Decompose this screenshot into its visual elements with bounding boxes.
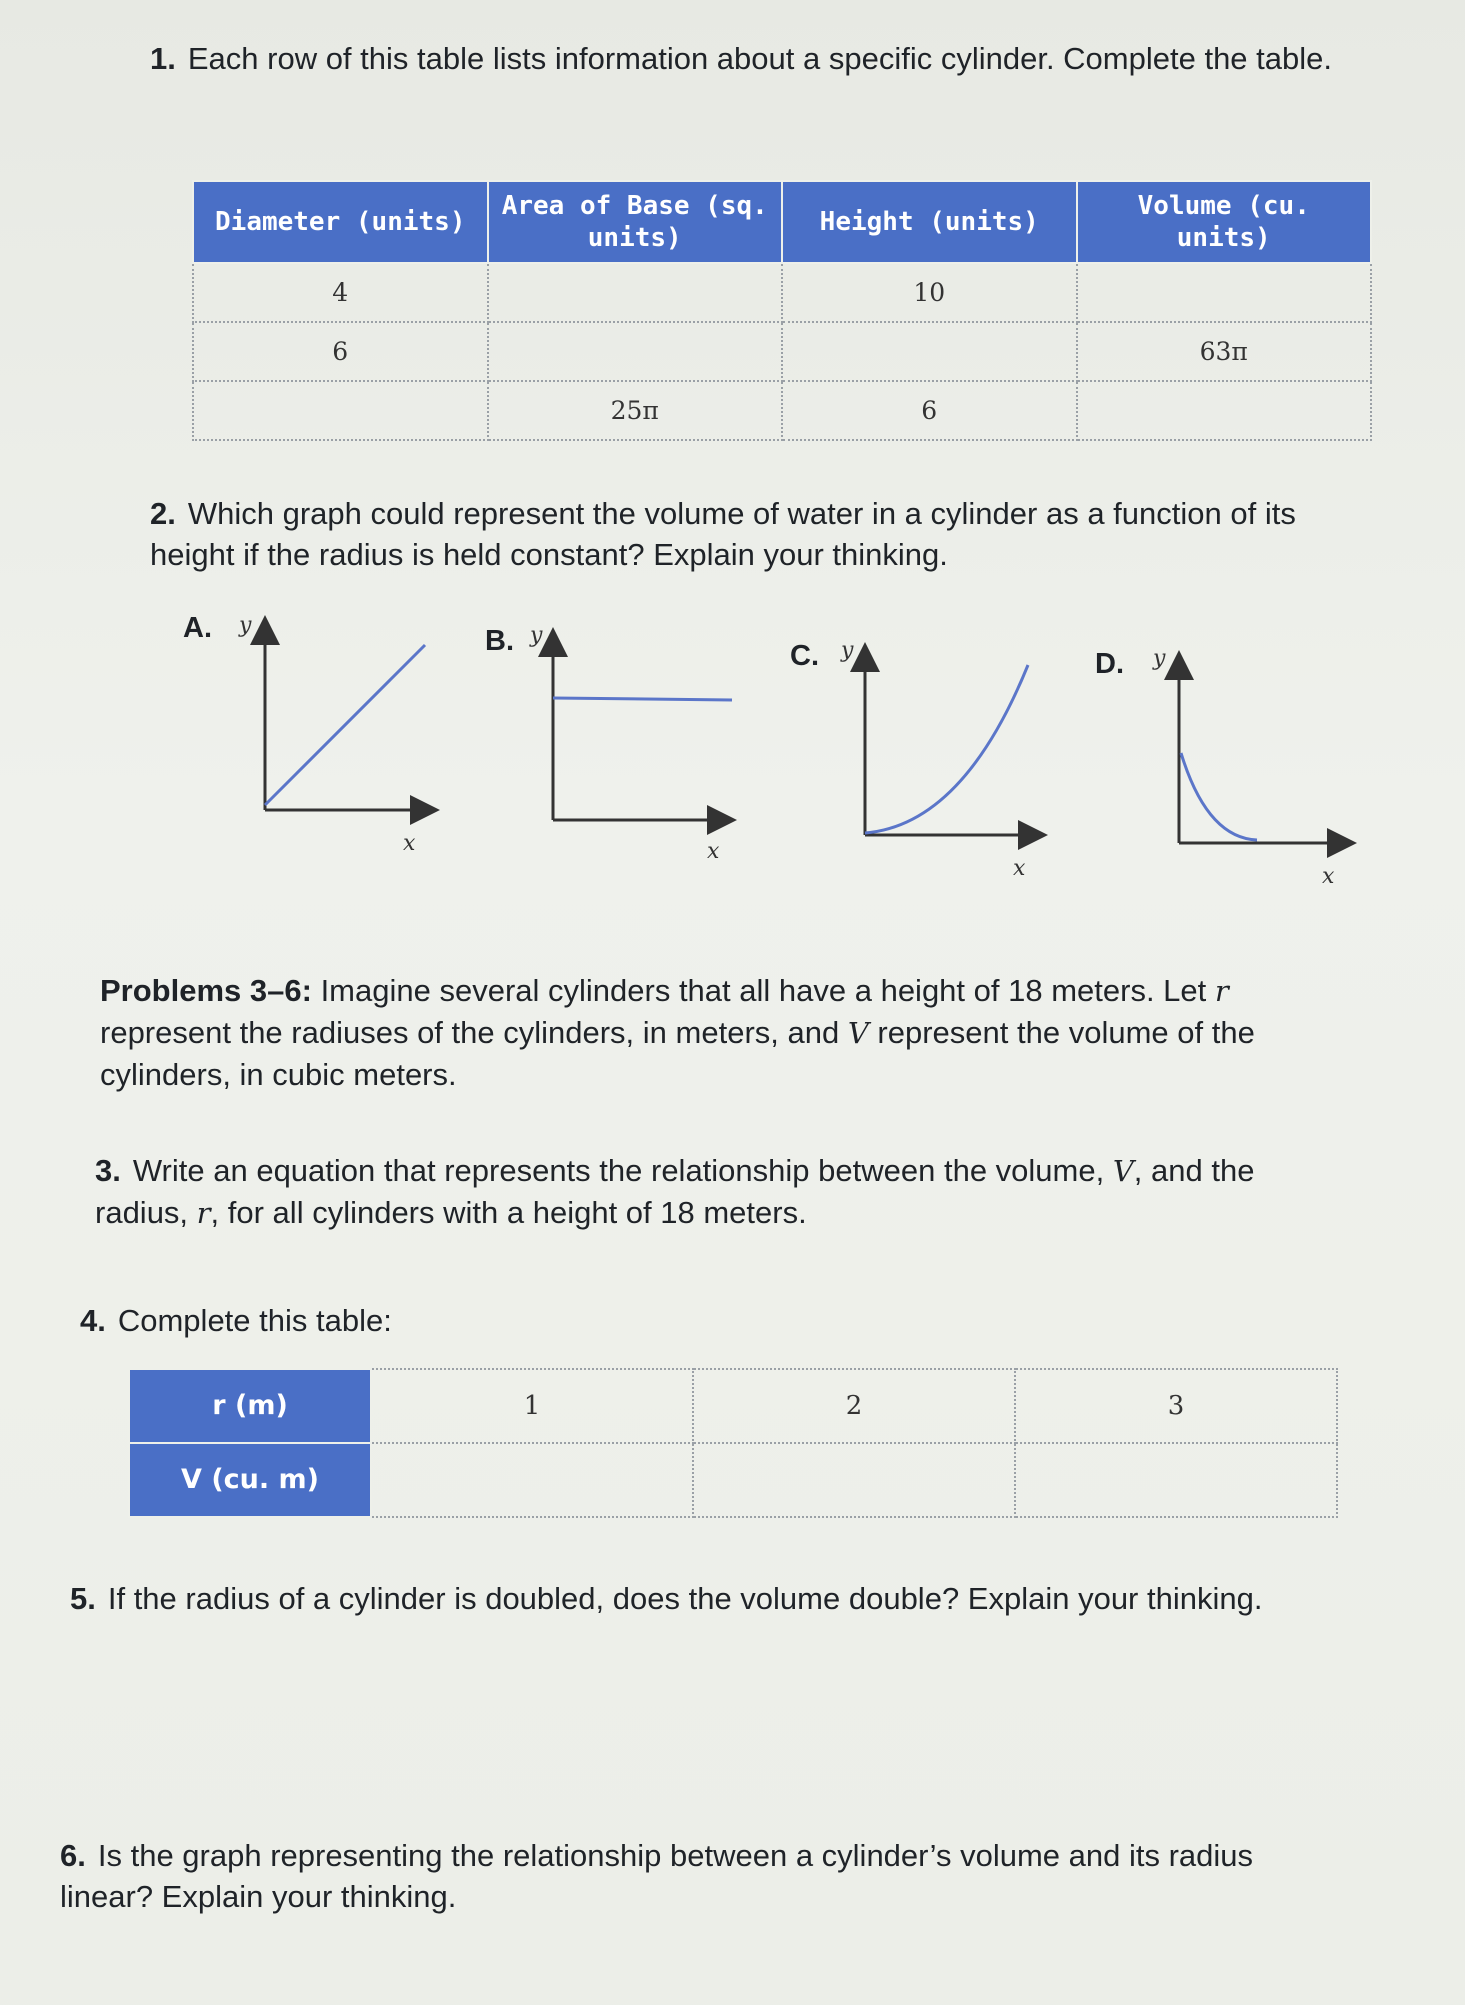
option-a-label: A. <box>183 612 212 644</box>
question-3 <box>95 1150 1345 1234</box>
table-row-v <box>129 1443 1337 1517</box>
cell-v-input[interactable] <box>371 1443 693 1517</box>
cell-area-input[interactable] <box>488 263 783 322</box>
header-volume: Volume (cu. units) <box>1077 181 1372 263</box>
table-row-r <box>129 1369 1337 1443</box>
cell-area-input[interactable] <box>488 322 783 381</box>
graph-option-b[interactable] <box>527 620 747 870</box>
intro-text-2: represent the radiuses of the cylinders, in meters, and <box>100 1015 840 1050</box>
option-b-label: B. <box>485 625 514 657</box>
cell-diameter: 6 <box>193 322 488 381</box>
question-1 <box>150 38 1370 79</box>
decreasing-curve <box>1181 753 1257 840</box>
intro-text-1: Imagine several cylinders that all have a height of 18 meters. Let <box>320 973 1207 1008</box>
question-number: 4. <box>80 1303 106 1338</box>
var-v: V <box>847 1016 869 1050</box>
y-axis-label: y <box>239 613 252 638</box>
constant-line <box>553 698 732 700</box>
question-text-3: , for all cylinders with a height of 18 meters. <box>210 1195 807 1230</box>
cell-volume-input[interactable] <box>1077 381 1372 440</box>
table-row <box>193 381 1371 440</box>
table-row <box>193 322 1371 381</box>
question-number: 3. <box>95 1153 121 1188</box>
graph-option-a[interactable] <box>225 610 445 860</box>
header-height: Height (units) <box>782 181 1077 263</box>
y-axis-label: y <box>530 623 543 648</box>
cylinder-table <box>192 180 1372 441</box>
y-axis-label: y <box>1153 646 1166 671</box>
cell-diameter: 4 <box>193 263 488 322</box>
graph-option-d[interactable] <box>1137 643 1357 893</box>
question-text: Complete this table: <box>117 1303 392 1338</box>
cell-area: 25π <box>488 381 783 440</box>
x-axis-label: x <box>1013 856 1026 881</box>
cell-height-input[interactable] <box>782 322 1077 381</box>
graph-option-c[interactable] <box>833 635 1053 885</box>
header-r: r (m) <box>129 1369 371 1443</box>
var-r: r <box>1214 974 1229 1008</box>
cell-volume: 63π <box>1077 322 1372 381</box>
option-d-label: D. <box>1095 648 1124 680</box>
cell-diameter-input[interactable] <box>193 381 488 440</box>
question-number: 6. <box>60 1838 86 1873</box>
y-axis-label: y <box>841 638 854 663</box>
intro-text-3: represent the volume of the cylinders, in cubic meters. <box>100 1015 1255 1092</box>
cell-v-input[interactable] <box>1015 1443 1337 1517</box>
question-text: Is the graph representing the relationship between a cylinder’s volume and its radius linear? Explain your thinking. <box>60 1838 1254 1914</box>
header-diameter: Diameter (units) <box>193 181 488 263</box>
x-axis-label: x <box>707 839 720 864</box>
question-text: Each row of this table lists information about a specific cylinder. Complete the table. <box>187 41 1332 76</box>
var-v: V <box>1112 1154 1134 1188</box>
cell-height: 6 <box>782 381 1077 440</box>
question-5 <box>70 1578 1270 1619</box>
option-c-label: C. <box>790 640 819 672</box>
question-number: 1. <box>150 41 176 76</box>
cell-v-input[interactable] <box>693 1443 1015 1517</box>
cell-height: 10 <box>782 263 1077 322</box>
problems-intro <box>100 970 1340 1095</box>
cell-volume-input[interactable] <box>1077 263 1372 322</box>
linear-increasing-line <box>265 645 425 805</box>
table-header-row <box>193 181 1371 263</box>
cell-r: 3 <box>1015 1369 1337 1443</box>
x-axis-label: x <box>1322 864 1335 889</box>
question-text-1: Write an equation that represents the relationship between the volume, <box>132 1153 1105 1188</box>
quadratic-curve <box>865 665 1028 833</box>
cell-r: 2 <box>693 1369 1015 1443</box>
question-text: If the radius of a cylinder is doubled, does the volume double? Explain your thinking. <box>107 1581 1263 1616</box>
radius-volume-table <box>128 1368 1338 1518</box>
header-v: V (cu. m) <box>129 1443 371 1517</box>
var-r: r <box>196 1196 211 1230</box>
x-axis-label: x <box>403 831 416 856</box>
question-6 <box>60 1835 1320 1917</box>
question-number: 5. <box>70 1581 96 1616</box>
cell-r: 1 <box>371 1369 693 1443</box>
question-number: 2. <box>150 496 176 531</box>
header-area-of-base: Area of Base (sq. units) <box>488 181 783 263</box>
question-4 <box>80 1300 980 1341</box>
question-2 <box>150 493 1350 575</box>
question-text: Which graph could represent the volume of water in a cylinder as a function of its height if the radius is held constant? Explain your thinking. <box>150 496 1296 572</box>
question-text-2: , and the radius, <box>95 1153 1255 1230</box>
table-row <box>193 263 1371 322</box>
intro-heading: Problems 3–6: <box>100 973 312 1008</box>
